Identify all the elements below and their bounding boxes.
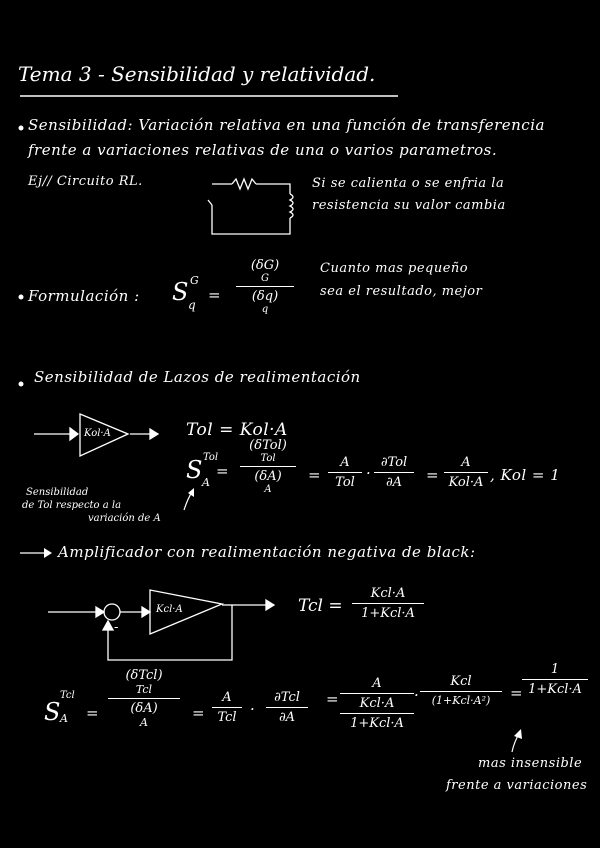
loops-fraction-3: ∂Tol ∂A	[374, 455, 414, 490]
open-loop-block-label: Kol·A	[84, 428, 111, 439]
loops-f-num-num: δTol	[254, 438, 282, 453]
summing-minus: -	[114, 620, 119, 635]
amp-eq-1: =	[86, 704, 100, 722]
formulation-fraction	[236, 258, 294, 315]
loops-eq-1: =	[216, 462, 230, 480]
tcl-fraction: Kcl·A 1+Kcl·A	[352, 586, 424, 621]
bullet-3	[19, 382, 24, 387]
example-note-line-2: resistencia su valor cambia	[312, 198, 506, 213]
loops-fraction-4: A Kol·A	[444, 455, 488, 490]
amp-sup: Tcl	[60, 690, 75, 701]
loops-result: , Kol = 1	[490, 466, 561, 484]
amp-sub: A	[60, 712, 68, 725]
loops-sub: A	[202, 476, 210, 489]
formulation-S: S	[172, 278, 189, 306]
loops-f-num-den: Tol	[260, 453, 276, 464]
formulation-den-den: q	[261, 304, 269, 315]
open-loop-equation: Tol = Kol·A	[186, 420, 288, 440]
amp-fraction-3: ∂Tcl ∂A	[266, 690, 308, 725]
rl-circuit	[208, 179, 293, 234]
formulation-sup: G	[190, 274, 199, 287]
loops-sensitivity-symbol	[186, 452, 219, 489]
formulation-note-line-1: Cuanto mas pequeño	[320, 261, 469, 276]
loops-f-den-num: δA	[259, 469, 277, 484]
formulation-den: (δq)	[251, 289, 279, 304]
summing-junction	[104, 604, 120, 620]
tcl-equation-label: Tcl =	[298, 596, 343, 616]
amp-annotation-line-2: frente a variaciones	[446, 778, 588, 793]
loops-fraction-1: (δTol) Tol (δA) A	[240, 438, 296, 495]
loops-f-den-den: A	[264, 484, 272, 495]
amp-sensitivity-symbol	[44, 690, 75, 726]
amp-eq-3: =	[326, 690, 340, 708]
amp-fraction-5: Kcl (1+Kcl·A²)	[420, 674, 502, 707]
page-title: Tema 3 - Sensibilidad y relatividad.	[18, 62, 376, 86]
formulation-eq: =	[208, 286, 222, 304]
amp-S: S	[44, 698, 61, 726]
loops-annotation-line-2: de Tol respecto a la	[22, 500, 122, 511]
formulation-symbol	[172, 274, 199, 312]
amp-fraction-4: A Kcl·A 1+Kcl·A	[340, 676, 414, 731]
formulation-num-den: G	[261, 273, 269, 284]
loops-annotation-line-1: Sensibilidad	[26, 487, 89, 498]
amp-fraction-1: (δTcl) Tcl (δA) A	[108, 668, 180, 729]
definition-line-2: frente a variaciones relativas de una o varios parametros.	[28, 141, 498, 159]
loops-annotation-line-3: variación de A	[88, 513, 161, 524]
formulation-note-line-2: sea el resultado, mejor	[320, 284, 483, 299]
formulation-num: (δG)	[250, 258, 280, 273]
amp-annotation-line-1: mas insensible	[478, 756, 583, 771]
formulation-label: Formulación :	[28, 287, 140, 305]
amp-fraction-6: 1 1+Kcl·A	[522, 662, 588, 697]
amp-eq-4: =	[510, 684, 524, 702]
closed-loop-diagram	[48, 590, 274, 660]
loops-fraction-2: A Tol	[328, 455, 362, 490]
definition-line-1: Sensibilidad: Variación relativa en una función de transferencia	[28, 116, 545, 134]
loops-sup: Tol	[203, 452, 219, 463]
bullet-1	[19, 126, 24, 131]
loops-eq-2: =	[308, 466, 322, 484]
amp-dot-1: ·	[250, 700, 256, 718]
example-label: Ej// Circuito RL.	[28, 174, 143, 189]
closed-loop-block-label: Kcl·A	[156, 604, 183, 615]
resistor-symbol	[232, 179, 256, 189]
loops-dot: ·	[366, 464, 372, 482]
bullet-2	[19, 295, 24, 300]
example-note-line-1: Si se calienta o se enfria la	[312, 176, 505, 191]
inductor-symbol	[290, 194, 293, 218]
amp-fraction-2: A Tcl	[212, 690, 242, 725]
amp-eq-2: =	[192, 704, 206, 722]
loops-eq-3: =	[426, 466, 440, 484]
amp-dot-2: ·	[414, 686, 420, 704]
formulation-sub: q	[188, 298, 196, 312]
amp-heading: Amplificador con realimentación negativa de black:	[58, 543, 476, 561]
loops-heading: Sensibilidad de Lazos de realimentación	[34, 368, 361, 386]
loops-S: S	[186, 456, 203, 484]
